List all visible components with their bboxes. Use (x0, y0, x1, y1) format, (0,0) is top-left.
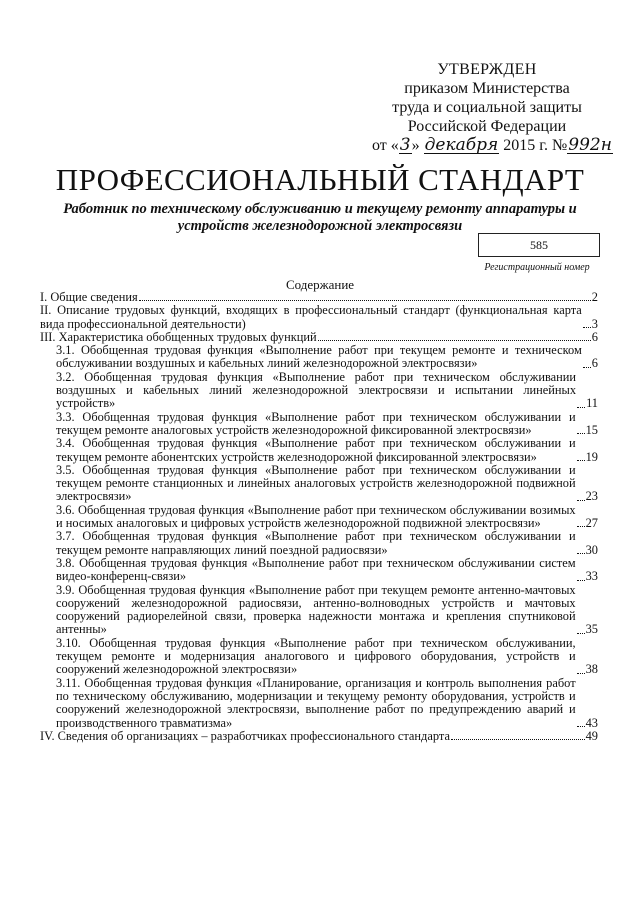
toc-dot-leader (577, 633, 585, 634)
toc-entry[interactable] (40, 411, 598, 438)
toc-page-number: 43 (585, 715, 598, 730)
toc-entry[interactable] (40, 504, 598, 531)
toc-dot-leader (577, 500, 585, 501)
toc-entry[interactable] (40, 464, 598, 504)
handwritten-month: декабря (424, 135, 499, 155)
toc-entry-text: 3.6. Обобщенная трудовая функция «Выполнение работ при техническом обслуживании возимых и носимых аналоговых и цифровых устройств железнодорожной подвижной электросвязи» (56, 502, 576, 531)
toc-entry-text: 3.9. Обобщенная трудовая функция «Выполнение работ при текущем ремонте антенно-мачтовых сооружений железнодорожной радиосвязи, антенно-волноводных устройств и мачтовых сооружений радиорелейной связи, проверка надежности монтажа и крепления спутниковой антенны» (56, 582, 576, 637)
toc-page-number: 38 (585, 662, 598, 677)
date-year: 2015 г. № (499, 137, 568, 154)
table-of-contents (40, 291, 598, 743)
toc-entry-text: 3.11. Обобщенная трудовая функция «Планирование, организация и контроль выполнения работ по техническому обслуживанию, модернизации и текущему ремонту оборудования, устройств и сооружений железнодорожной электросвязи, выполнение работ по предупреждению аварий и производственного травматизма» (56, 675, 576, 730)
toc-entry[interactable] (40, 344, 598, 371)
toc-page-number: 23 (585, 489, 598, 504)
toc-dot-leader (451, 739, 585, 740)
toc-dot-leader (577, 433, 585, 434)
toc-entry-text: II. Описание трудовых функций, входящих в профессиональный стандарт (функциональная карта вида профессиональной деятельности) (40, 303, 582, 331)
toc-entry-text: 3.8. Обобщенная трудовая функция «Выполнение работ при техническом обслуживании систем видео-конференц-связи» (56, 555, 576, 584)
toc-dot-leader (577, 553, 585, 554)
toc-entry[interactable] (40, 637, 598, 677)
toc-page-number: 2 (591, 290, 598, 304)
toc-entry-text: 3.3. Обобщенная трудовая функция «Выполнение работ при техническом обслуживании и текущем ремонте аналоговых устройств железнодорожной фиксированной электросвязи» (56, 409, 576, 437)
toc-page-number: 6 (591, 329, 598, 344)
toc-entry[interactable] (40, 584, 598, 637)
toc-entry-text: 3.1. Обобщенная трудовая функция «Выполнение работ при текущем ремонте и техническом обслуживании воздушных и кабельных линий железнодорожной электросвязи» (56, 343, 582, 371)
toc-page-number: 11 (586, 396, 598, 411)
toc-page-number: 27 (585, 516, 598, 531)
toc-dot-leader (577, 460, 585, 461)
toc-entry[interactable] (40, 304, 598, 331)
toc-entry-text: III. Характеристика обобщенных трудовых функций (40, 329, 317, 344)
toc-dot-leader (583, 327, 591, 328)
toc-entry-text: 3.7. Обобщенная трудовая функция «Выполнение работ при техническом обслуживании и текущем ремонте направляющих линий поездной радиосвязи» (56, 529, 576, 557)
handwritten-order-number: 992н (568, 135, 612, 155)
registration-number-box: 585 (478, 233, 600, 257)
toc-entry[interactable] (40, 530, 598, 557)
toc-entry-text: 3.4. Обобщенная трудовая функция «Выполнение работ при техническом обслуживании и текущем ремонте абонентских устройств железнодорожной фиксированной электросвязи» (56, 436, 576, 464)
toc-page-number: 19 (585, 449, 598, 464)
toc-entry-text: IV. Сведения об организациях – разработчиках профессионального стандарта (40, 728, 450, 743)
toc-dot-leader (577, 407, 585, 408)
toc-dot-leader (139, 300, 591, 301)
approval-line-ministry: труда и социальной защиты (392, 99, 582, 116)
toc-entry-text: 3.2. Обобщенная трудовая функция «Выполнение работ при техническом обслуживании воздушных и кабельных линий железнодорожной электросвязи и испытании линейных устройств» (56, 369, 577, 411)
toc-entry[interactable] (40, 437, 598, 464)
document-title: ПРОФЕССИОНАЛЬНЫЙ СТАНДАРТ (55, 162, 585, 197)
registration-number-label: Регистрационный номер (484, 262, 590, 273)
approval-date-line (372, 135, 612, 155)
toc-page-number: 33 (585, 569, 598, 584)
toc-entry[interactable] (40, 291, 598, 304)
toc-page-number: 15 (585, 422, 598, 437)
toc-dot-leader (577, 526, 585, 527)
approval-stamp (372, 60, 612, 155)
toc-page-number: 3 (591, 316, 598, 331)
toc-entry[interactable] (40, 331, 598, 344)
toc-entry[interactable] (40, 730, 598, 743)
handwritten-day: 3 (399, 135, 411, 155)
toc-heading: Содержание (285, 277, 355, 292)
document-subtitle: Работник по техническому обслуживанию и текущему ремонту аппаратуры и устройств железнодорожной электросвязи (63, 201, 577, 234)
toc-dot-leader (583, 367, 591, 368)
approval-heading: УТВЕРЖДЕН (437, 61, 537, 78)
toc-dot-leader (577, 580, 585, 581)
date-separator: » (411, 137, 424, 154)
toc-page-number: 49 (585, 728, 598, 743)
toc-dot-leader (577, 726, 585, 727)
toc-page-number: 35 (585, 622, 598, 637)
toc-entry-text: 3.5. Обобщенная трудовая функция «Выполнение работ при техническом обслуживании и текущем ремонте станционных и линейных аналоговых устройств железнодорожной подвижной электросвязи» (56, 462, 576, 504)
toc-entry-text: 3.10. Обобщенная трудовая функция «Выполнение работ при техническом обслуживании, текущем ремонте и модернизация аналогового и цифрового оборудования, устройств и сооружений железнодорожной электросвязи» (56, 635, 576, 677)
toc-dot-leader (318, 340, 591, 341)
approval-line-country: Российской Федерации (407, 118, 567, 135)
toc-dot-leader (577, 673, 585, 674)
date-prefix: от « (372, 137, 399, 154)
toc-page-number: 30 (585, 542, 598, 557)
toc-entry[interactable] (40, 371, 598, 411)
toc-entry-text: I. Общие сведения (40, 290, 138, 304)
approval-line-order: приказом Министерства (404, 80, 570, 97)
toc-entry[interactable] (40, 677, 598, 730)
toc-page-number: 6 (591, 356, 598, 371)
toc-entry[interactable] (40, 557, 598, 584)
